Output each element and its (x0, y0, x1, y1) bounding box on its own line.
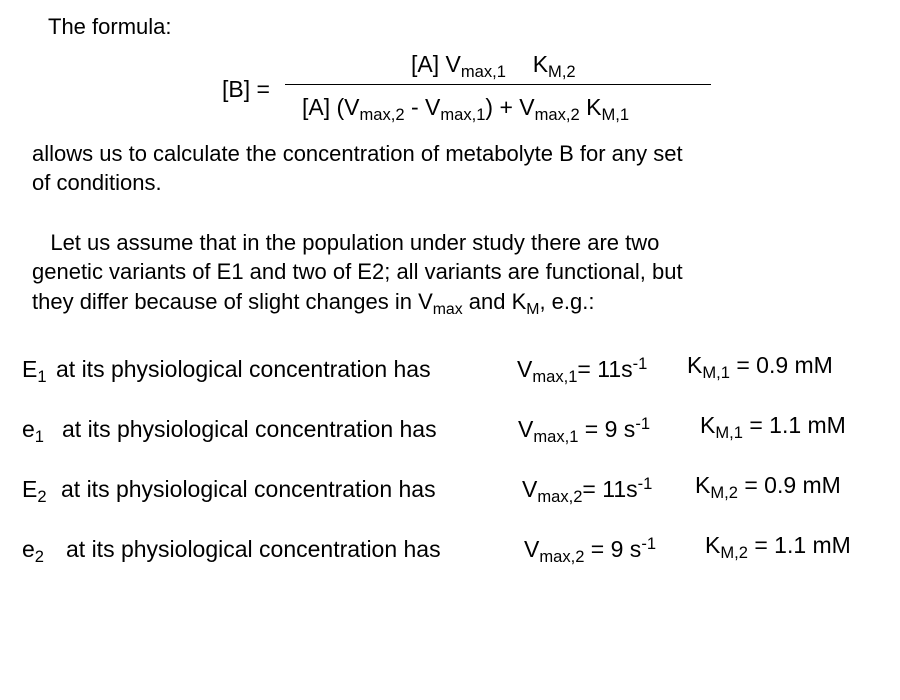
intro-label: The formula: (48, 14, 172, 39)
variant-row-e1-lower-km: $K_{M,1} = 1.1$ mM (700, 412, 846, 443)
variant-row-e2-enzyme: $E_2$ (22, 476, 47, 507)
numerator-vmax: [A] $V_{max,1}$ (411, 51, 506, 82)
variant-row-e2-vmax: $V_{max,2}= 11s^{-1}$ (522, 473, 653, 507)
variant-row-e1-vmax: $V_{max,1}= 11s^{-1}$ (517, 353, 648, 387)
fraction-bar (285, 84, 711, 85)
variant-row-e1-description: at its physiological concentration has (56, 356, 431, 382)
variant-row-e1-lower-vmax: $V_{max,1} = 9$ $s^{-1}$ (518, 413, 651, 447)
variant-row-e2-lower-km: $K_{M,2} = 1.1$ mM (705, 532, 851, 563)
paragraph-2-line-1: Let us assume that in the population under study there are two (32, 230, 660, 255)
numerator-km: $K_{M,2}$ (532, 51, 576, 82)
variant-row-e2-lower-description: at its physiological concentration has (66, 536, 441, 562)
paragraph-2-line-3: they differ because of slight changes in $V_{max}$ and $K_M$, e.g.: (32, 289, 595, 319)
variant-row-e1-lower-enzyme: $e_1$ (22, 416, 44, 447)
paragraph-1-line-1: allows us to calculate the concentration of metabolyte B for any set (32, 141, 683, 166)
variant-row-e1-enzyme: $E_1$ (22, 356, 47, 387)
formula-denominator: [A] $(V_{max,2} - V_{max,1}) + V_{max,2}$ $K_{M,1}$ (302, 94, 630, 125)
variant-row-e2-lower-vmax: $V_{max,2} = 9$ $s^{-1}$ (524, 533, 657, 567)
formula-numerator (411, 50, 576, 81)
variant-row-e2-lower-enzyme: $e_2$ (22, 536, 44, 567)
variant-row-e2-km: $K_{M,2} = 0.9$ mM (695, 472, 841, 503)
variant-row-e1-lower-description: at its physiological concentration has (62, 416, 437, 442)
paragraph-1-line-2: of conditions. (32, 170, 162, 195)
paragraph-2-line-2: genetic variants of E1 and two of E2; all variants are functional, but (32, 259, 683, 284)
variant-row-e2-description: at its physiological concentration has (61, 476, 436, 502)
variant-row-e1-km: $K_{M,1} = 0.9$ mM (687, 352, 833, 383)
formula-lhs: [B] = (222, 76, 270, 102)
